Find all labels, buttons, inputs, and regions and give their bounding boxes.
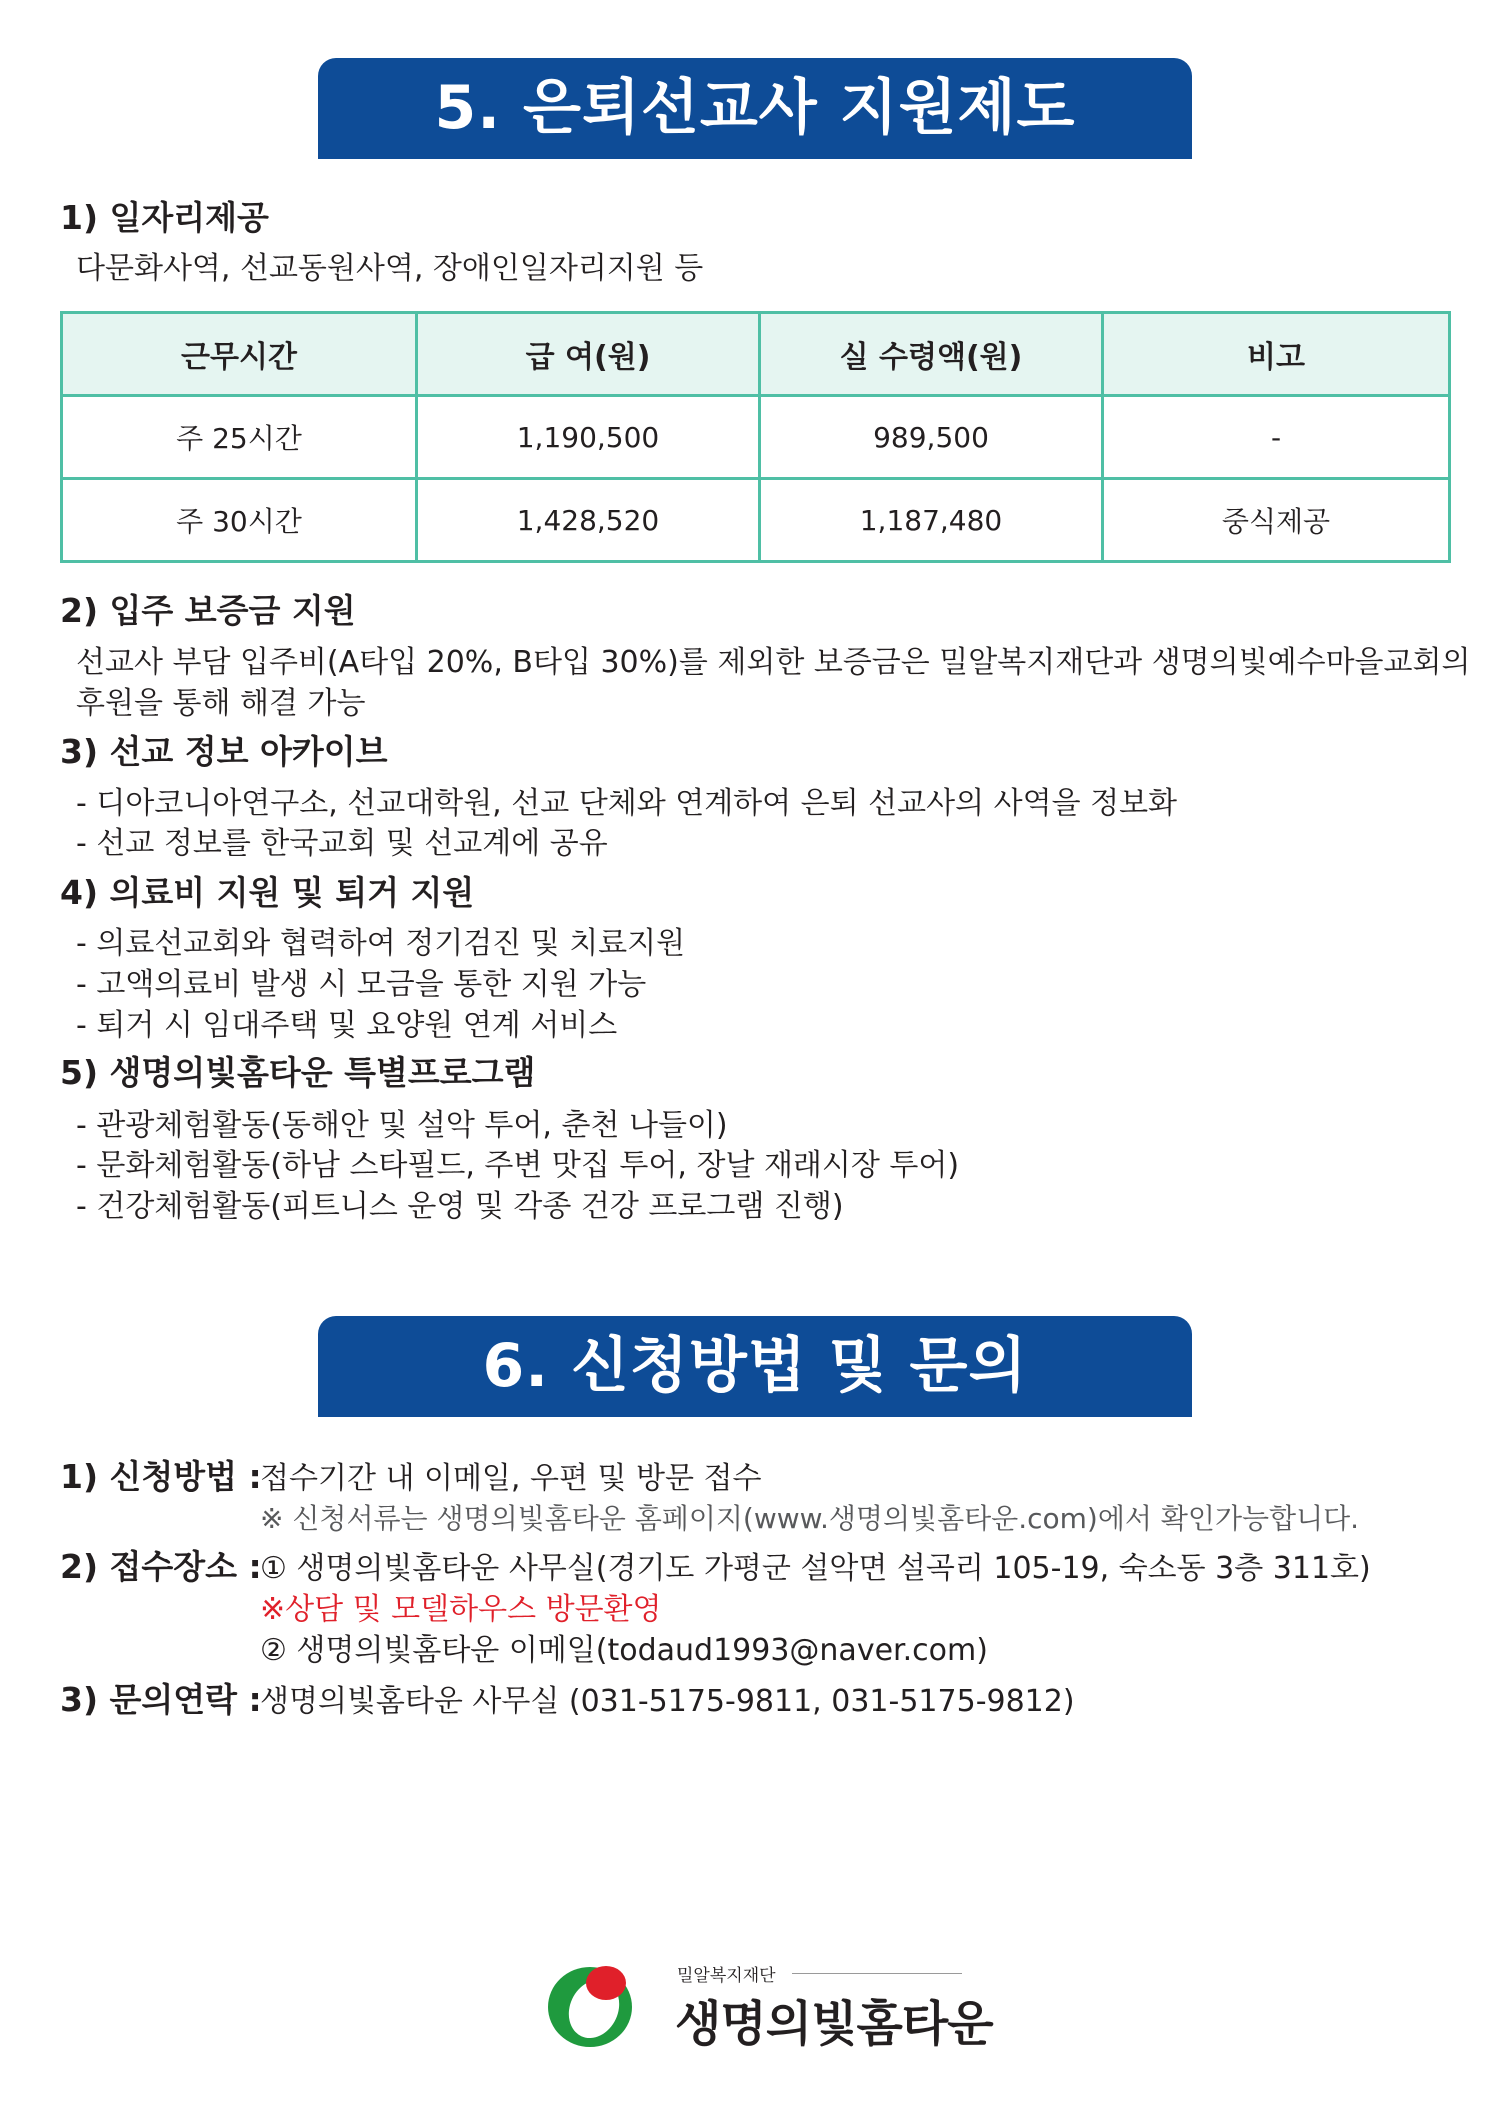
item3-line: - 디아코니아연구소, 선교대학원, 선교 단체와 연계하여 은퇴 선교사의 사역을 정보화	[76, 786, 1178, 821]
item1-heading: 1) 일자리제공	[60, 198, 269, 237]
contact-text: 생명의빛홈타운 사무실 (031-5175-9811, 031-5175-9812)	[260, 1684, 1075, 1719]
place-line3: ② 생명의빛홈타운 이메일(todaud1993@naver.com)	[260, 1633, 988, 1668]
table-cell: -	[1103, 396, 1450, 479]
place-label: 2) 접수장소 :	[60, 1547, 262, 1586]
table-header-cell: 실 수령액(원)	[760, 313, 1103, 396]
item4-line: - 고액의료비 발생 시 모금을 통한 지원 가능	[76, 967, 647, 1002]
item3-heading: 3) 선교 정보 아카이브	[60, 732, 388, 771]
table-header-cell: 비고	[1103, 313, 1450, 396]
foundation-logo	[542, 1955, 993, 2055]
table-cell: 989,500	[760, 396, 1103, 479]
section6-title: 6. 신청방법 및 문의	[318, 1316, 1192, 1417]
table-cell: 1,187,480	[760, 479, 1103, 562]
table-header-cell: 근무시간	[62, 313, 417, 396]
logo-mark-icon	[542, 1955, 642, 2055]
item5-heading: 5) 생명의빛홈타운 특별프로그램	[60, 1053, 536, 1092]
table-cell: 1,428,520	[417, 479, 760, 562]
item2-line: 선교사 부담 입주비(A타입 20%, B타입 30%)를 제외한 보증금은 밀알복지재단과 생명의빛예수마을교회의	[76, 645, 1471, 680]
place-line2: ※상담 및 모델하우스 방문환영	[260, 1592, 662, 1627]
salary-table	[60, 311, 1451, 563]
item2-heading: 2) 입주 보증금 지원	[60, 591, 356, 630]
table-row	[62, 479, 1450, 562]
item5-line: - 관광체험활동(동해안 및 설악 투어, 춘천 나들이)	[76, 1108, 728, 1143]
logo-name: 생명의빛홈타운	[675, 1996, 993, 2052]
item5-line: - 건강체험활동(피트니스 운영 및 각종 건강 프로그램 진행)	[76, 1189, 844, 1224]
item4-heading: 4) 의료비 지원 및 퇴거 지원	[60, 873, 475, 912]
table-cell: 1,190,500	[417, 396, 760, 479]
item4-line: - 의료선교회와 협력하여 정기검진 및 치료지원	[76, 926, 686, 961]
logo-subtitle: 밀알복지재단	[677, 1966, 776, 1986]
section5-title: 5. 은퇴선교사 지원제도	[318, 58, 1192, 159]
table-header-cell: 급 여(원)	[417, 313, 760, 396]
contact-label: 3) 문의연락 :	[60, 1680, 262, 1719]
item4-line: - 퇴거 시 임대주택 및 요양원 연계 서비스	[76, 1008, 618, 1043]
table-row	[62, 396, 1450, 479]
method-text: 접수기간 내 이메일, 우편 및 방문 접수	[260, 1461, 762, 1496]
table-cell: 주 30시간	[62, 479, 417, 562]
table-cell: 중식제공	[1103, 479, 1450, 562]
table-header-row	[62, 313, 1450, 396]
place-line1: ① 생명의빛홈타운 사무실(경기도 가평군 설악면 설곡리 105-19, 숙소동 3층 311호)	[260, 1551, 1371, 1586]
method-note: ※ 신청서류는 생명의빛홈타운 홈페이지(www.생명의빛홈타운.com)에서 확인가능합니다.	[260, 1502, 1360, 1535]
table-cell: 주 25시간	[62, 396, 417, 479]
logo-rule	[792, 1973, 962, 1974]
item1-text: 다문화사역, 선교동원사역, 장애인일자리지원 등	[76, 251, 704, 286]
item3-line: - 선교 정보를 한국교회 및 선교계에 공유	[76, 826, 608, 861]
item5-line: - 문화체험활동(하남 스타필드, 주변 맛집 투어, 장날 재래시장 투어)	[76, 1148, 960, 1183]
method-label: 1) 신청방법 :	[60, 1457, 262, 1496]
item2-line: 후원을 통해 해결 가능	[76, 686, 366, 721]
